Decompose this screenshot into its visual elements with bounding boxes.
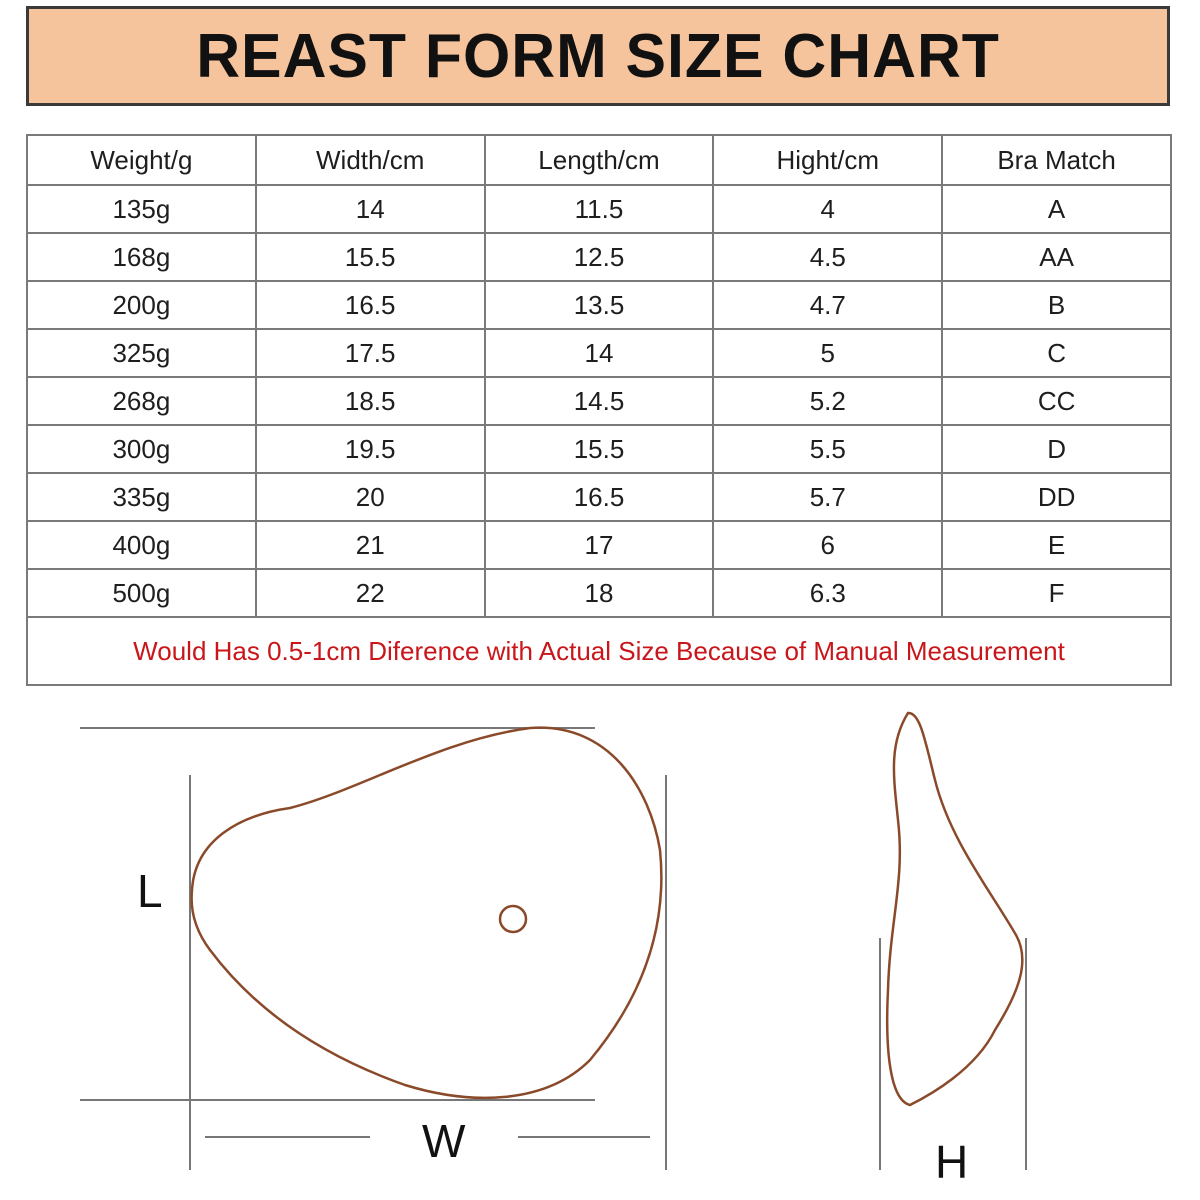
cell-width: 16.5: [256, 281, 485, 329]
cell-width: 19.5: [256, 425, 485, 473]
cell-height: 4.7: [713, 281, 942, 329]
cell-bra-match: C: [942, 329, 1171, 377]
cell-weight: 268g: [27, 377, 256, 425]
cell-height: 4: [713, 185, 942, 233]
chart-title: REAST FORM SIZE CHART: [196, 21, 1000, 91]
cell-bra-match: CC: [942, 377, 1171, 425]
cell-length: 14: [485, 329, 714, 377]
cell-bra-match: D: [942, 425, 1171, 473]
table-row: [27, 185, 1171, 233]
measurement-diagram: [0, 700, 1200, 1200]
table-row: [27, 377, 1171, 425]
header-length: Length/cm: [485, 135, 714, 185]
cell-weight: 200g: [27, 281, 256, 329]
cell-width: 15.5: [256, 233, 485, 281]
cell-height: 6.3: [713, 569, 942, 617]
cell-width: 14: [256, 185, 485, 233]
cell-bra-match: A: [942, 185, 1171, 233]
cell-width: 17.5: [256, 329, 485, 377]
cell-bra-match: E: [942, 521, 1171, 569]
nipple-circle: [500, 906, 526, 932]
table-header-row: [27, 135, 1171, 185]
length-label: L: [137, 865, 163, 917]
table-row: [27, 569, 1171, 617]
cell-width: 18.5: [256, 377, 485, 425]
cell-bra-match: F: [942, 569, 1171, 617]
cell-length: 11.5: [485, 185, 714, 233]
cell-weight: 135g: [27, 185, 256, 233]
cell-bra-match: DD: [942, 473, 1171, 521]
cell-bra-match: B: [942, 281, 1171, 329]
breast-form-front-outline: [192, 728, 662, 1098]
cell-length: 15.5: [485, 425, 714, 473]
width-label: W: [422, 1115, 466, 1167]
cell-length: 17: [485, 521, 714, 569]
table-row: [27, 425, 1171, 473]
table-row: [27, 521, 1171, 569]
header-bra-match: Bra Match: [942, 135, 1171, 185]
cell-width: 20: [256, 473, 485, 521]
cell-weight: 500g: [27, 569, 256, 617]
cell-weight: 168g: [27, 233, 256, 281]
cell-length: 14.5: [485, 377, 714, 425]
header-height: Hight/cm: [713, 135, 942, 185]
cell-length: 16.5: [485, 473, 714, 521]
cell-height: 5.5: [713, 425, 942, 473]
table-row: [27, 473, 1171, 521]
table-row: [27, 329, 1171, 377]
cell-weight: 400g: [27, 521, 256, 569]
height-label: H: [935, 1136, 969, 1188]
table-row: [27, 281, 1171, 329]
cell-height: 4.5: [713, 233, 942, 281]
cell-length: 18: [485, 569, 714, 617]
cell-height: 5.7: [713, 473, 942, 521]
cell-length: 13.5: [485, 281, 714, 329]
cell-height: 6: [713, 521, 942, 569]
cell-width: 21: [256, 521, 485, 569]
header-weight: Weight/g: [27, 135, 256, 185]
cell-weight: 325g: [27, 329, 256, 377]
cell-length: 12.5: [485, 233, 714, 281]
cell-width: 22: [256, 569, 485, 617]
cell-height: 5: [713, 329, 942, 377]
title-banner: [26, 6, 1170, 106]
header-width: Width/cm: [256, 135, 485, 185]
cell-bra-match: AA: [942, 233, 1171, 281]
cell-height: 5.2: [713, 377, 942, 425]
front-view-guides: [80, 728, 666, 1170]
measurement-note: Would Has 0.5-1cm Diference with Actual Size Because of Manual Measurement: [27, 617, 1171, 685]
table-row: [27, 233, 1171, 281]
cell-weight: 335g: [27, 473, 256, 521]
size-table: [26, 134, 1172, 686]
note-row: [27, 617, 1171, 685]
breast-form-side-outline: [887, 713, 1022, 1105]
cell-weight: 300g: [27, 425, 256, 473]
